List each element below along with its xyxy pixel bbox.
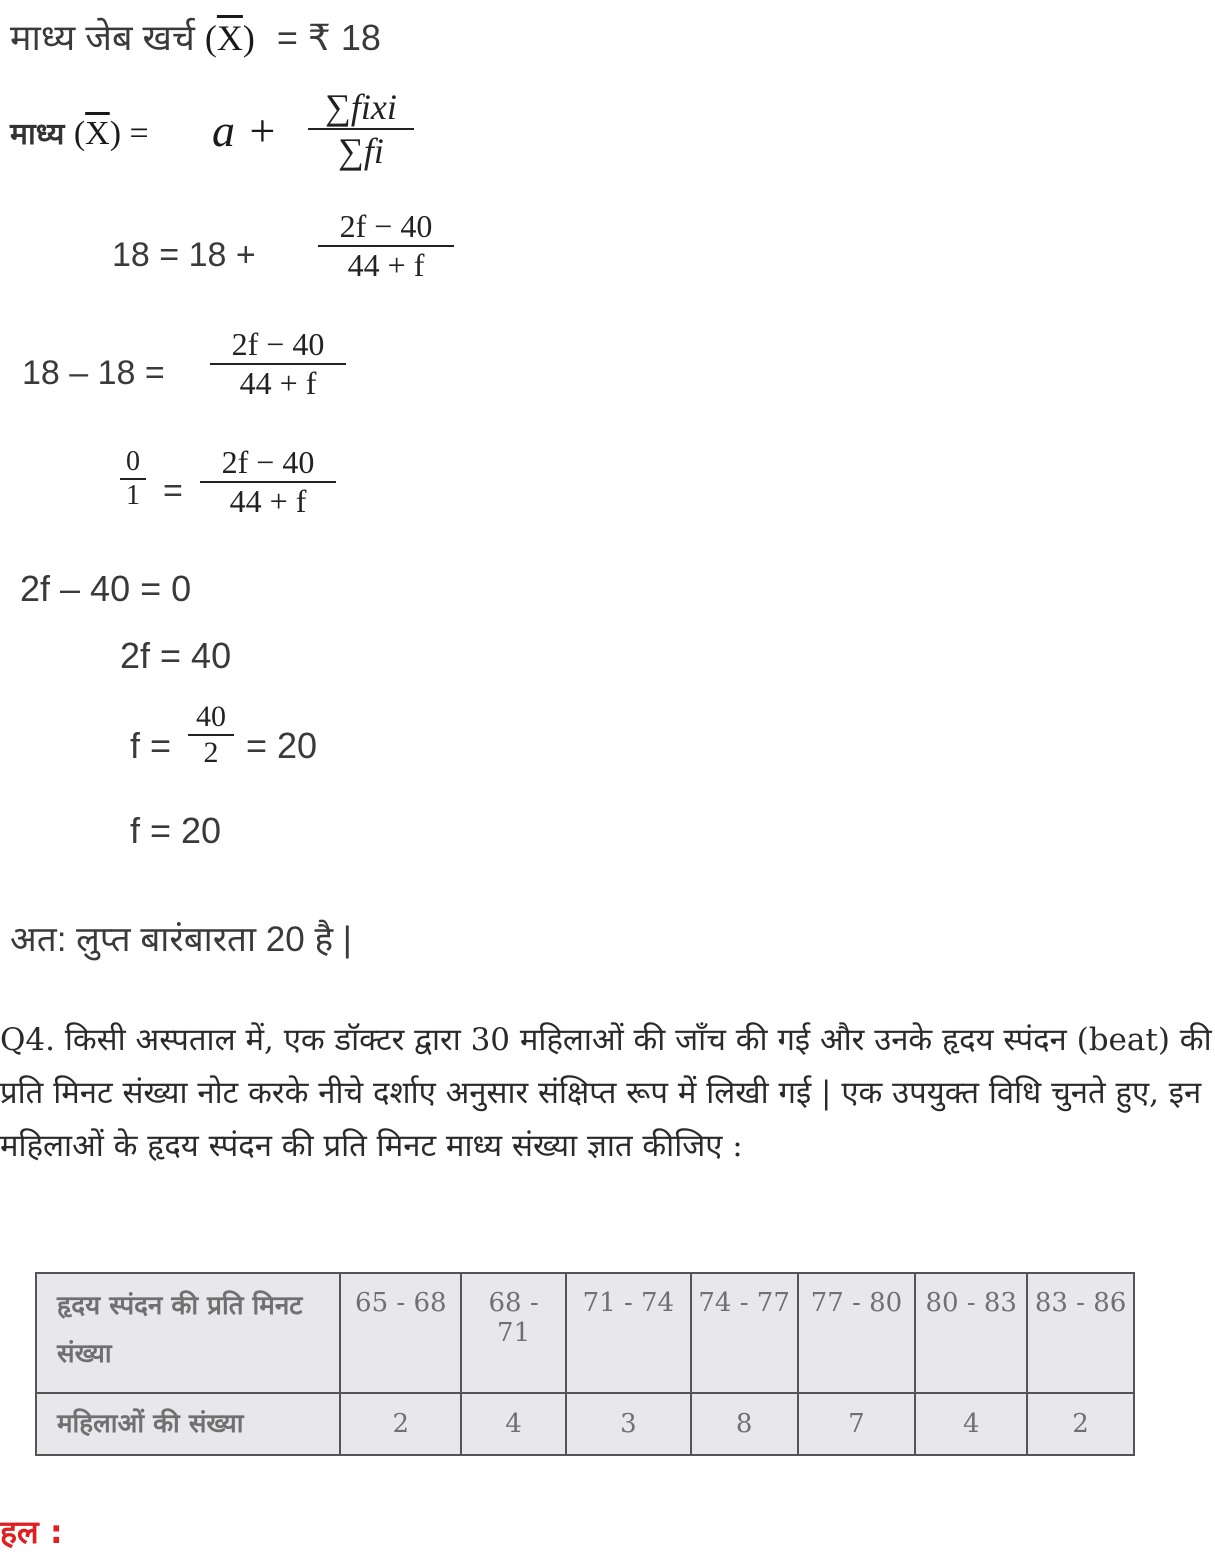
conclusion: अत: लुप्त बारंबारता 20 है |	[10, 920, 352, 959]
step3-equals: =	[163, 472, 183, 510]
step2-numerator: 2f − 40	[231, 326, 325, 362]
mean-pocket-expense-line	[10, 12, 381, 61]
step6-denominator: 2	[203, 736, 219, 769]
step7: f = 20	[130, 810, 222, 851]
xbar-close: )	[242, 18, 255, 58]
count-cell: 2	[340, 1393, 461, 1455]
step6-lhs: f =	[130, 725, 172, 766]
interval-cell: 83 - 86	[1027, 1273, 1134, 1393]
formula-label: माध्य	[10, 117, 65, 152]
frequency-table	[35, 1272, 1135, 1456]
step1-numerator: 2f − 40	[339, 208, 433, 244]
step6-fraction	[188, 700, 234, 770]
formula-numerator: ∑fixi	[325, 87, 397, 127]
interval-cell: 68 - 71	[461, 1273, 566, 1393]
formula-xbar: $\overline{X}$	[85, 115, 110, 152]
count-cell: 7	[798, 1393, 916, 1455]
table-row-counts	[36, 1393, 1134, 1455]
formula-fraction	[308, 86, 414, 172]
step3-den1: 1	[126, 480, 140, 511]
step5: 2f = 40	[120, 635, 232, 676]
mean-pocket-label: माध्य जेब खर्च	[10, 17, 195, 58]
step4: 2f – 40 = 0	[20, 568, 192, 609]
step3-numerator: 2f − 40	[221, 444, 315, 480]
step3-fraction	[200, 444, 336, 520]
step3-num1: 0	[126, 446, 140, 477]
xbar-open: (	[204, 18, 217, 58]
interval-cell: 71 - 74	[566, 1273, 691, 1393]
step1-denominator: 44 + f	[347, 247, 425, 283]
mean-formula-lhs: माध्य $(\overline{X})$ =	[10, 115, 149, 152]
table-row-intervals	[36, 1273, 1134, 1393]
step3-zero-over-one	[120, 446, 146, 512]
step2-denominator: 44 + f	[239, 365, 317, 401]
formula-eq: ) =	[109, 115, 149, 152]
step2-fraction	[210, 326, 346, 402]
mean-value: = ₹ 18	[276, 17, 381, 58]
count-cell: 3	[566, 1393, 691, 1455]
step6-rhs: = 20	[246, 725, 318, 766]
question-4: Q4. किसी अस्पताल में, एक डॉक्टर द्वारा 30 महिलाओं की जाँच की गई और उनके हृदय स्पंदन (beat) की प्रति मिनट संख्या नोट करके नीचे दर्शाए अनुसार संक्षिप्त रूप में लिखी गई | एक उपयुक्त विधि चुनते हुए, इन महिलाओं के हृदय स्पंदन की प्रति मिनट माध्य संख्या ज्ञात कीजिए :	[0, 1022, 1212, 1164]
step2-lhs: 18 – 18 =	[22, 354, 165, 392]
count-cell: 4	[915, 1393, 1027, 1455]
step1-fraction	[318, 208, 454, 284]
count-cell: 2	[1027, 1393, 1134, 1455]
step6-numerator: 40	[196, 700, 226, 733]
step3-denominator: 44 + f	[229, 483, 307, 519]
formula-a-plus: a +	[212, 105, 278, 156]
solution-label: हल :	[0, 1513, 63, 1551]
interval-cell: 65 - 68	[340, 1273, 461, 1393]
women-count-header: महिलाओं की संख्या	[36, 1393, 340, 1455]
interval-cell: 80 - 83	[915, 1273, 1027, 1393]
count-cell: 8	[691, 1393, 798, 1455]
xbar-symbol: $\overline{X}$	[216, 18, 243, 58]
count-cell: 4	[461, 1393, 566, 1455]
formula-denominator: ∑fi	[338, 131, 384, 171]
heartbeat-header: हृदय स्पंदन की प्रति मिनट संख्या	[36, 1273, 340, 1393]
interval-cell: 74 - 77	[691, 1273, 798, 1393]
interval-cell: 77 - 80	[798, 1273, 916, 1393]
step1-lhs: 18 = 18 +	[112, 236, 256, 274]
